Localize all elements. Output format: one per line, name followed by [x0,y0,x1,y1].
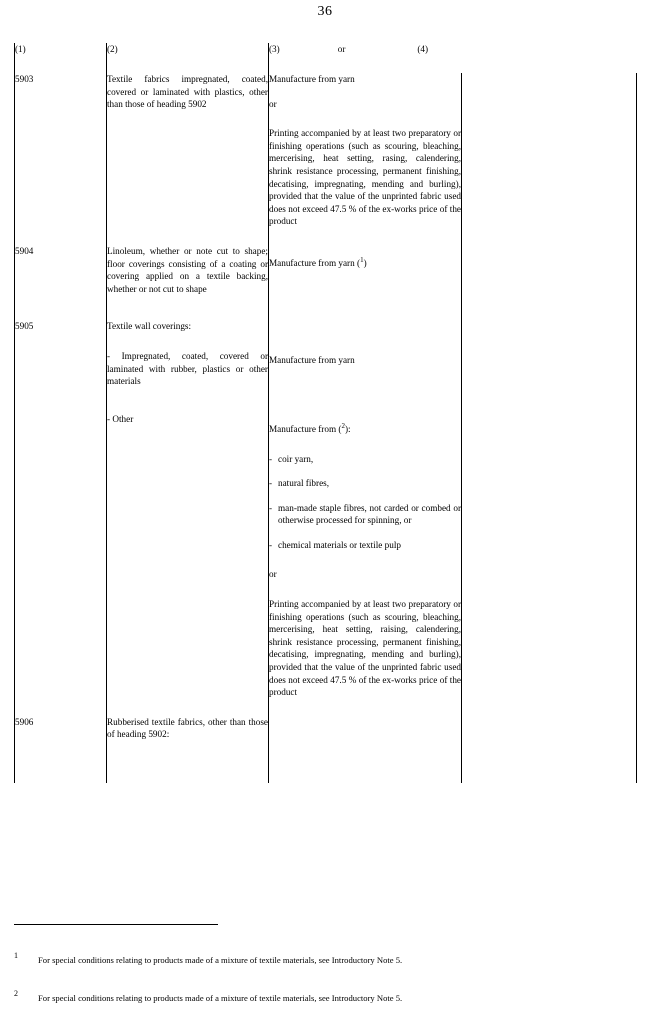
bullet-text: natural fibres, [278,478,330,489]
header-cell-2 [107,43,269,73]
sub-rule-2-text [269,423,461,436]
spacer-cell-2 [107,295,269,320]
rule-or-text: or [269,569,277,580]
rule-alt-text: Printing accompanied by at least two preparatory or finishing operations (such as scouring, bleaching, mercerising, heat setting, rasing, calendering, shrink resistance processing, permanent finishing, decatising, impregnating, mending and burling), provided that the value of the unprinted fabric used does not exceed 47.5 % of the ex-works price of the product [269,128,461,227]
sub-item-2 [107,413,268,426]
table-row [15,245,638,295]
spacer-cell-1 [15,699,107,716]
cell-description-5904 [107,245,269,295]
bottom-spacer-cell-4 [462,741,637,783]
bullet-dash-icon: - [269,502,273,513]
cell-col4-5906 [462,716,637,741]
spacer-cell-4 [462,699,637,716]
row-spacer [15,295,638,320]
header-label-col3: (3) [269,44,280,54]
bottom-spacer-cell-2 [107,741,269,783]
cell-code-5903 [15,73,107,228]
cell-description-5903 [107,73,269,228]
spacer-cell-2 [107,228,269,245]
bottom-spacer-cell-3 [269,741,462,783]
sub-item-label: - Impregnated, coated, covered or laminated with rubber, plastics or other materials [107,350,268,387]
rule-or-text: or [269,98,277,109]
row-spacer [15,228,638,245]
footnote-marker-1: 1 [360,255,364,264]
spacer-cell-3 [269,295,462,320]
bullet-text: chemical materials or textile pulp [278,539,401,550]
header-label-or: or [337,44,346,54]
hs-code: 5906 [15,716,34,727]
spacer-cell-2 [107,699,269,716]
cell-code-5905 [15,320,107,699]
hs-code: 5904 [15,245,34,256]
header-label-col2: (2) [107,44,118,54]
spacer-cell-3 [269,228,462,245]
rule-bullet-item [269,539,461,552]
description-text: Rubberised textile fabrics, other than those of heading 5902: [107,716,268,740]
spacer-cell-3 [269,699,462,716]
footnote-marker-2: 2 [341,421,345,430]
sub-item-1 [107,350,268,388]
cell-code-5904 [15,245,107,295]
bullet-dash-icon: - [269,453,273,464]
cell-rule-5903 [269,73,462,228]
rule-bullet-item [269,502,461,527]
footnote-separator [14,924,218,925]
bullet-dash-icon: - [269,478,273,489]
spacer-cell-4 [462,295,637,320]
footnotes-section [14,950,634,1026]
sub-item-label: - Other [107,413,134,424]
cell-rule-5905 [269,320,462,699]
footnote-text: For special conditions relating to products made of a mixture of textile materials, see Introductory Note 5. [38,993,403,1003]
table-row [15,716,638,741]
rules-table-container [14,43,636,783]
page-number: 36 [317,4,333,19]
rule-suffix: ): [344,423,351,434]
description-text: Textile fabrics impregnated, coated, covered or laminated with plastics, other than those of heading 5902 [107,74,268,110]
bullet-text: man-made staple fibres, not carded or combed or otherwise processed for spinning, or [278,502,461,526]
row-spacer [15,699,638,716]
rule-bullet-item [269,453,461,466]
header-label-col1: (1) [15,44,26,54]
cell-code-5906 [15,716,107,741]
cell-description-5905 [107,320,269,699]
rules-table [14,43,638,783]
footnote-text: For special conditions relating to products made of a mixture of textile materials, see Introductory Note 5. [38,955,403,965]
bottom-spacer-cell-1 [15,741,107,783]
cell-description-5906 [107,716,269,741]
rule-main-prefix: Manufacture from yarn ( [269,257,361,268]
header-label-col4: (4) [417,44,429,54]
hs-code: 5905 [15,321,34,332]
rule-main-text [269,257,461,270]
rule-bullet-item [269,477,461,490]
header-cell-3-4 [269,43,637,73]
header-spacer [637,43,638,73]
sub-rule-1-text: Manufacture from yarn [269,355,355,366]
cell-col4-5904 [462,245,637,295]
rule-main-text: Manufacture from yarn [269,74,355,84]
table-row [15,73,638,228]
spacer-cell-1 [15,295,107,320]
header-cell-1 [15,43,107,73]
description-text: Linoleum, whether or note cut to shape; floor coverings consisting of a coating or covering applied on a textile backing, whether or not cut to shape [107,245,268,294]
table-bottom-spacer [15,741,638,783]
footnote-item [14,988,634,1004]
rule-prefix: Manufacture from ( [269,423,342,434]
cell-col4-5905 [462,320,637,699]
spacer-cell-4 [462,228,637,245]
footnote-number: 1 [14,951,18,960]
table-row [15,320,638,699]
footnote-item [14,950,634,966]
rule-main-suffix: ) [363,257,367,268]
footnote-number: 2 [14,989,18,998]
rule-alt-text: Printing accompanied by at least two preparatory or finishing operations (such as scouring, bleaching, mercerising, heat setting, raising, calendering, shrink resistance processing, permanent finishing, decatising, impregnating, mending and burling), provided that the value of the unprinted fabric used does not exceed 47.5 % of the ex-works price of the product [269,599,461,698]
spacer-cell-1 [15,228,107,245]
cell-rule-5904 [269,245,462,295]
cell-rule-5906 [269,716,462,741]
cell-col4-5903 [462,73,637,228]
table-header-row [15,43,638,73]
hs-code: 5903 [15,74,34,84]
bullet-dash-icon: - [269,539,273,550]
bullet-text: coir yarn, [278,453,314,464]
description-text: Textile wall coverings: [107,321,192,332]
